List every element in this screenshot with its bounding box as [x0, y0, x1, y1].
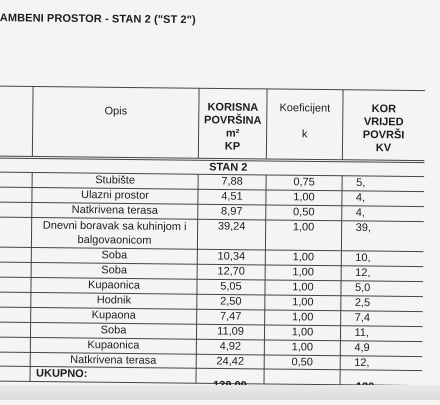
cell-opis: Soba	[101, 264, 128, 277]
header-kp-line: POVRŠINA	[203, 114, 262, 127]
cell-opis: Kupaona	[91, 309, 136, 322]
cell-kv: 7,4	[354, 311, 371, 325]
cell-kp: 5,05	[220, 280, 242, 293]
cell-koef: 1,00	[292, 251, 315, 264]
cell-kp: 2,50	[220, 295, 242, 308]
cell-opis: Soba	[101, 249, 128, 262]
cell-kv: 11,	[354, 326, 370, 340]
header-opis: Opis	[104, 105, 128, 118]
page-bottom-shadow	[0, 385, 440, 400]
cell-kv: 39,	[355, 221, 371, 235]
table-body	[0, 172, 424, 372]
total-label: UKUPNO:	[36, 367, 88, 381]
header-koef-line: Koeficijent	[279, 102, 331, 115]
cell-opis: Soba	[100, 324, 127, 337]
cell-koef: 0,50	[293, 206, 315, 219]
header-koef-line: k	[301, 128, 308, 141]
cell-kp: 10,34	[217, 250, 246, 263]
document-title: AMBENI PROSTOR - STAN 2 ("ST 2")	[0, 12, 196, 27]
cell-kp: 12,70	[217, 265, 245, 278]
header-korisna-vrijednost	[342, 103, 425, 156]
section-stan-2: STAN 2	[209, 161, 248, 174]
cell-koef: 0,50	[291, 356, 313, 369]
cell-koef: 0,75	[293, 176, 315, 189]
header-kp-line: KORISNA	[207, 101, 259, 114]
cell-opis: Dnevni boravak sa kuhinjom i balgovaonicom	[42, 219, 187, 247]
cell-kv: 12,	[354, 356, 370, 370]
cell-kv: 4,	[355, 191, 366, 204]
cell-kp: 4,51	[221, 190, 243, 203]
table-row	[0, 217, 424, 252]
cell-koef: 1,00	[292, 296, 314, 309]
cell-koef: 1,00	[292, 266, 314, 279]
cell-kv: 10,	[355, 251, 371, 265]
cell-opis: Natkrivena terasa	[70, 353, 157, 367]
header-koef-line	[267, 115, 343, 129]
cell-koef: 1,00	[291, 341, 314, 354]
header-kv-line: KOR	[371, 103, 397, 116]
header-koeficijent	[267, 102, 343, 142]
cell-kp: 7,88	[221, 175, 243, 188]
cell-kv: 12,	[355, 266, 371, 280]
cell-kp: 39,24	[217, 220, 246, 233]
cell-opis: Natkrivena terasa	[71, 203, 158, 217]
header-kv-line: POVRŠI	[362, 128, 405, 142]
cell-opis: Ulazni prostor	[80, 189, 149, 202]
cell-kp: 7,47	[219, 310, 242, 323]
header-korisna-povrsina	[198, 101, 267, 154]
header-kp-line: m²	[225, 127, 240, 140]
cell-kv: 5,0	[354, 281, 371, 295]
header-kv-line: KV	[375, 142, 392, 155]
cell-koef: 1,00	[293, 191, 315, 204]
cell-opis: Stubište	[95, 174, 136, 187]
cell-kv: 5,	[356, 176, 366, 189]
cell-koef: 1,00	[291, 326, 314, 339]
cell-kp: 4,92	[219, 340, 242, 353]
cell-opis: Kupaonica	[87, 279, 141, 292]
cell-kp: 8,97	[221, 205, 243, 218]
cell-kv: 2,5	[354, 296, 371, 310]
cell-kp: 11,09	[217, 325, 244, 338]
cell-koef: 1,00	[291, 311, 314, 324]
cell-koef: 1,00	[292, 281, 314, 294]
header-kv-line: VRIJED	[363, 115, 404, 129]
cell-kv: 4,	[355, 206, 366, 219]
cell-kv: 4,9	[354, 341, 370, 355]
cell-kp: 24,42	[216, 355, 245, 368]
cell-opis: Hodnik	[96, 294, 132, 307]
header-kp-line: KP	[224, 140, 241, 153]
cell-opis: Kupaonica	[87, 339, 140, 352]
cell-koef: 1,00	[292, 221, 315, 234]
